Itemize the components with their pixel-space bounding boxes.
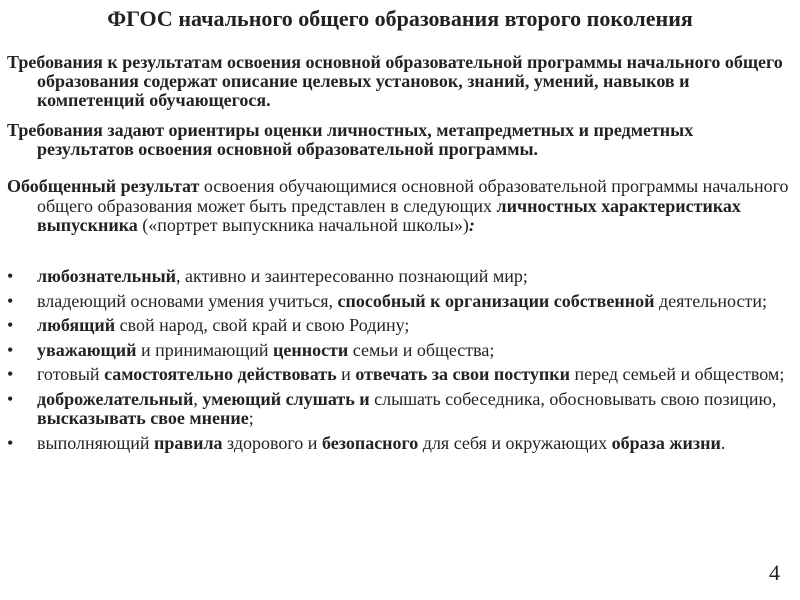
item-text: ,: [193, 388, 203, 409]
item-text: перед семьей и обществом;: [570, 364, 785, 384]
list-item: [7, 390, 793, 429]
summary-colon: :: [468, 215, 475, 235]
bullet-icon: •: [7, 266, 14, 286]
item-bold: умеющий слушать и: [202, 388, 370, 409]
item-text: выполняющий: [37, 432, 154, 453]
item-bold: самостоятельно действовать: [104, 364, 337, 384]
item-bold: отвечать за свои поступки: [355, 364, 570, 384]
summary-paragraph: [7, 177, 793, 236]
item-bold: ценности: [272, 339, 349, 360]
item-bold: любознательный: [37, 266, 176, 286]
bullet-icon: •: [7, 290, 14, 311]
item-text: ;: [248, 408, 254, 428]
summary-text-2: («портрет выпускника начальной школы»): [137, 215, 469, 235]
summary-text-1: освоения обучающимися основной образовательной программы начального общего образования может быть представлен в следующих: [37, 176, 789, 216]
list-item: [7, 292, 793, 312]
item-text: и принимающий: [136, 339, 273, 360]
page-number: 4: [769, 560, 780, 585]
item-bold: образа жизни: [611, 432, 721, 453]
bullet-icon: •: [7, 388, 14, 409]
item-text: .: [720, 432, 726, 453]
list-item: [7, 341, 793, 361]
item-text: деятельности;: [654, 290, 767, 311]
item-bold: доброжелательный: [37, 388, 194, 409]
list-item: [7, 267, 793, 287]
item-text: слышать собеседника, обосновывать свою позицию,: [369, 388, 777, 409]
slide-title: ФГОС начального общего образования второго поколения: [107, 6, 693, 31]
bullet-icon: •: [7, 339, 14, 360]
item-bold: любящий: [37, 315, 116, 335]
item-text: для себя и окружающих: [418, 432, 612, 453]
summary-lead: Обобщенный результат: [7, 176, 200, 196]
list-item: [7, 434, 793, 454]
item-text: здорового и: [222, 432, 322, 453]
item-bold: уважающий: [37, 339, 137, 360]
list-item: [7, 365, 793, 385]
item-text: семьи и общества;: [348, 339, 495, 360]
bullet-icon: •: [7, 315, 14, 335]
bullet-icon: •: [7, 432, 14, 453]
item-bold: высказывать свое мнение: [37, 408, 249, 428]
item-bold: способный к организации собственной: [337, 290, 655, 311]
item-text: владеющий основами умения учиться,: [37, 290, 338, 311]
list-item: [7, 316, 793, 336]
item-text: свой народ, свой край и свою Родину;: [115, 315, 410, 335]
item-text: готовый: [37, 364, 105, 384]
characteristics-list: [7, 267, 793, 458]
bullet-icon: •: [7, 364, 14, 384]
item-text: и: [336, 364, 356, 384]
summary-bold-2: личностных характеристиках выпускника: [37, 195, 741, 235]
item-bold: правила: [153, 432, 223, 453]
item-bold: безопасного: [321, 432, 419, 453]
requirement-paragraph-2: Требования задают ориентиры оценки личностных, метапредметных и предметных результатов освоения основной образовательной программы.: [7, 120, 694, 159]
requirement-paragraph-1: Требования к результатам освоения основной образовательной программы начального общего образования содержат описание целевых установок, знаний, умений, навыков и компетенций обучающегося.: [7, 52, 783, 110]
item-text: , активно и заинтересованно познающий мир;: [176, 266, 528, 286]
